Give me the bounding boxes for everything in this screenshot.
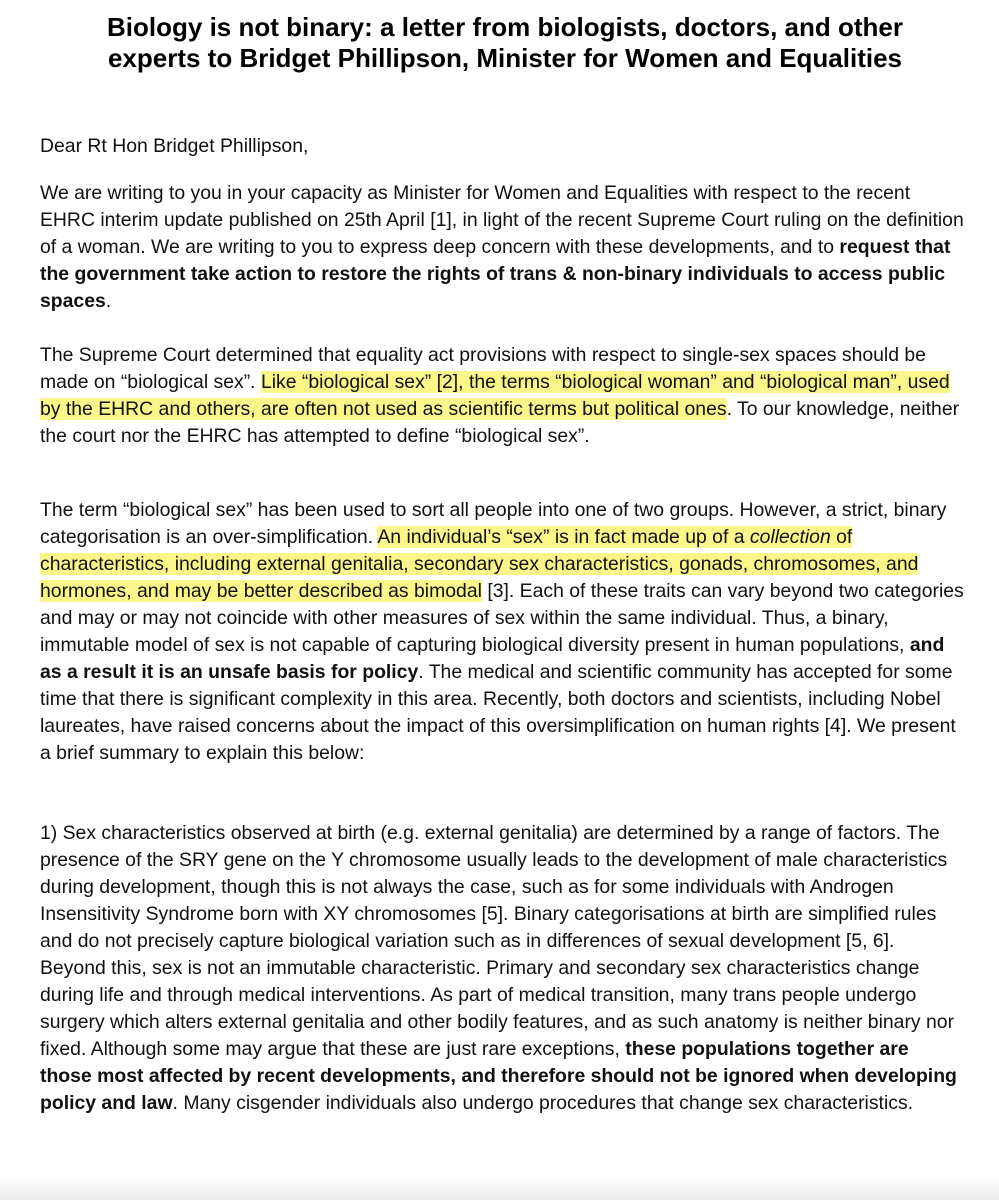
p3-text-mid: [3]. Each of these traits can vary beyond two categories and may or may not coincide with other measures of sex within the same individual. Thus, a binary, immutable model of sex is not capable of capturing biological diversity present in human populations, — [40, 580, 964, 656]
p1-text: We are writing to you in your capacity as Minister for Women and Equalities with respect to the recent EHRC interim update published on 25th April [1], in light of the recent Supreme Court ruling on the definition of a woman. We are writing to you to express deep concern with these developments, and to — [40, 182, 964, 258]
p2-text: The Supreme Court determined that equality act provisions with respect to single-sex spaces should be made on “biological sex”. — [40, 344, 926, 393]
p3-bold-unsafe: and as a result it is an unsafe basis for policy — [40, 634, 945, 683]
title-line-1: Biology is not binary: a letter from biologists, doctors, and other — [107, 12, 903, 42]
p3-highlight-italic: collection — [749, 526, 831, 548]
salutation: Dear Rt Hon Bridget Phillipson, — [40, 135, 309, 157]
title-line-2: experts to Bridget Phillipson, Minister for Women and Equalities — [107, 43, 903, 73]
p4-text-end: . Many cisgender individuals also undergo procedures that change sex characteristics. — [172, 1092, 914, 1114]
paragraph-2 — [40, 342, 965, 450]
p2-highlight: Like “biological sex” [2], the terms “biological woman” and “biological man”, used by the EHRC and others, are often not used as scientific terms but political ones — [40, 371, 950, 420]
paragraph-3 — [40, 497, 965, 767]
p3-highlight-a: An individual’s “sex” is in fact made up of a — [377, 526, 750, 548]
p4-text: 1) Sex characteristics observed at birth (e.g. external genitalia) are determined by a range of factors. The presence of the SRY gene on the Y chromosome usually leads to the development of male characteristics during development, though this is not always the case, such as for some individuals with Androgen Insensitivity Syndrome born with XY chromosomes [5]. Binary categorisations at birth are simplified rules and do not precisely capture biological variation such as in differences of sexual development [5, 6]. Beyond this, sex is not an immutable characteristic. Primary and secondary sex characteristics change during life and through medical interventions. As part of medical transition, many trans people undergo surgery which alters external genitalia and other bodily features, and as such anatomy is neither binary nor fixed. Although some may argue that these are just rare exceptions, — [40, 822, 955, 1060]
p3-text-end: . The medical and scientific community has accepted for some time that there is significant complexity in this area. Recently, both doctors and scientists, including Nobel laureates, have raised concerns about the impact of this oversimplification on human rights [4]. We present a brief summary to explain this below: — [40, 661, 956, 764]
p2-text-end: . To our knowledge, neither the court nor the EHRC has attempted to define “biological sex”. — [40, 398, 960, 447]
bottom-edge-shadow — [0, 1174, 999, 1200]
p1-text-end: . — [105, 290, 112, 312]
p3-highlight-b: of characteristics, including external genitalia, secondary sex characteristics, gonads, chromosomes, and hormones, and may be better described as bimodal — [40, 526, 919, 602]
letter-document — [40, 12, 970, 1114]
paragraph-4 — [40, 820, 965, 1117]
p3-text: The term “biological sex” has been used to sort all people into one of two groups. However, a strict, binary categorisation is an over-simplification. — [40, 499, 947, 548]
paragraph-1 — [40, 180, 965, 315]
p1-bold-request: request that the government take action to restore the rights of trans & non-binary individuals to access public spaces — [40, 236, 951, 312]
letter-title — [40, 12, 970, 74]
p4-bold-populations: these populations together are those most affected by recent developments, and therefore should not be ignored when developing policy and law — [40, 1038, 957, 1114]
